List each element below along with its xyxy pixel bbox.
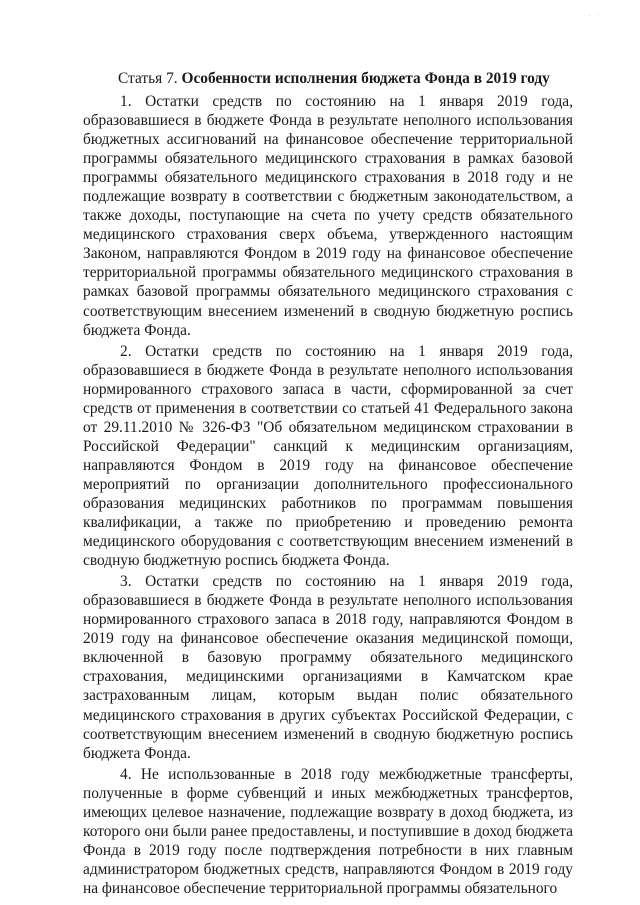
paragraph-3: 3. Остатки средств по состоянию на 1 января 2019 года, образовавшиеся в бюджете Фонда в результате неполного использования нормированного страхового запаса в 2018 году, направляются Фондом в 2019 году на финансовое обеспечение оказания медицинской помощи, включенной в базовую программу обязательного медицинского страхования, медицинскими организациями в Камчатском крае застрахованным лицам, которым выдан полис обязательного медицинского страхования в других субъектах Российской Федерации, с соответствующим внесением изменений в сводную бюджетную роспись бюджета Фонда. [83,573,573,762]
paragraph-4: 4. Не использованные в 2018 году межбюджетные трансферты, полученные в форме субвенций и иных межбюджетных трансфертов, имеющих целевое назначение, подлежащие возврату в доход бюджета, из которого они были ранее предоставлены, и поступившие в доход бюджета Фонда в 2019 году после подтверждения потребности в них главным администратором бюджетных средств, направляются Фондом в 2019 году на финансовое обеспечение территориальной программы обязательного [83,765,573,897]
article-title [118,70,550,88]
paragraph-2: 2. Остатки средств по состоянию на 1 января 2019 года, образовавшиеся в бюджете Фонда в результате неполного использования нормированного страхового запаса в части, сформированной за счет средств от применения в соответствии со статьей 41 Федерального закона от 29.11.2010 № 326-ФЗ "Об обязательном медицинском страховании в Российской Федерации" санкций к медицинским организациям, направляются Фондом в 2019 году на финансовое обеспечение мероприятий по организации дополнительного профессионального образования медицинских работников по программам повышения квалификации, а также по приобретению и проведению ремонта медицинского оборудования с соответствующим внесением изменений в сводную бюджетную роспись бюджета Фонда. [83,342,573,570]
article-number: Статья 7. [118,70,178,87]
paragraph-1: 1. Остатки средств по состоянию на 1 января 2019 года, образовавшиеся в бюджете Фонда в результате неполного использования бюджетных ассигнований на финансовое обеспечение территориальной программы обязательного медицинского страхования в рамках базовой программы обязательного медицинского страхования в 2018 году и не подлежащие возврату в соответствии с бюджетным законодательством, а также доходы, поступающие на счета по учету средств обязательного медицинского страхования сверх объема, утвержденного настоящим Законом, направляются Фондом в 2019 году на финансовое обеспечение территориальной программы обязательного медицинского страхования в рамках базовой программы обязательного медицинского страхования с соответствующим внесением изменений в сводную бюджетную роспись бюджета Фонда. [83,93,573,339]
scan-specks: . · · [588,12,612,18]
article-body [83,92,573,898]
article-heading: Особенности исполнения бюджета Фонда в 2019 году [181,70,550,87]
